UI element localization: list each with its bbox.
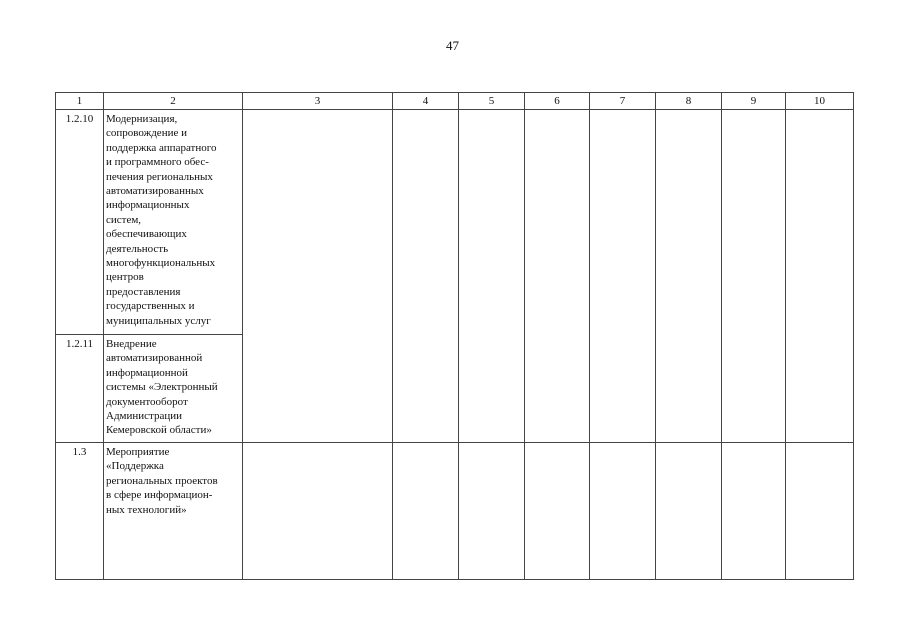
header-cell: 9 [722,93,786,110]
header-row [56,93,854,110]
page-number: 47 [446,38,459,53]
description-line: ных технологий» [106,503,187,516]
empty-cell [393,443,459,580]
description-line: Модернизация, [106,113,178,125]
description-line: и программного обес- [106,156,209,169]
empty-cell [590,110,656,443]
description-line: многофункциональных [106,257,216,270]
description-line: печения региональных [106,170,213,183]
row-description-cell [104,443,243,580]
empty-cell [525,443,590,580]
description-line: Кемеровской области» [106,424,212,437]
description-line: Мероприятие [106,446,170,458]
empty-cell [656,443,722,580]
description-line: информационной [106,366,188,379]
empty-cell [459,443,525,580]
empty-cell [722,110,786,443]
empty-cell [722,443,786,580]
row-number-cell: 1.3 [56,443,104,580]
empty-cell [590,443,656,580]
description-line: деятельность [106,242,169,255]
description-line: центров [106,271,144,284]
table-row [56,443,854,580]
program-table [55,92,854,580]
description-line: Администрации [106,410,183,423]
header-cell: 4 [393,93,459,110]
description-line: автоматизированной [106,352,203,365]
description-line: «Поддержка [106,460,164,473]
description-line: сопровождение и [106,127,187,140]
description-line: систем, [106,213,142,226]
description-line: государственных и [106,300,195,313]
header-cell: 7 [590,93,656,110]
description-line: системы «Электронный [106,381,218,394]
header-cell: 3 [243,93,393,110]
header-cell: 2 [104,93,243,110]
description-line: поддержка аппаратного [106,141,217,154]
empty-cell [393,110,459,443]
description-line: документооборот [106,395,188,408]
description-line: в сфере информацион- [106,489,213,502]
empty-cell [525,110,590,443]
table-row [56,110,854,335]
description-line: Внедрение [106,338,157,350]
empty-cell [243,110,393,443]
description-line: региональных проектов [106,474,218,487]
empty-cell [656,110,722,443]
description-line: муниципальных услуг [106,314,211,327]
row-description-cell [104,335,243,443]
header-cell: 8 [656,93,722,110]
header-cell: 1 [56,93,104,110]
empty-cell [786,443,854,580]
empty-cell [459,110,525,443]
empty-cell [243,443,393,580]
row-description-cell [104,110,243,335]
header-cell: 10 [786,93,854,110]
description-line: предоставления [106,285,181,298]
description-line: обеспечивающих [106,228,187,241]
empty-cell [786,110,854,443]
row-number-cell: 1.2.11 [56,335,104,443]
header-cell: 5 [459,93,525,110]
row-number-cell: 1.2.10 [56,110,104,335]
description-line: информационных [106,199,190,212]
description-line: автоматизированных [106,185,204,198]
header-cell: 6 [525,93,590,110]
